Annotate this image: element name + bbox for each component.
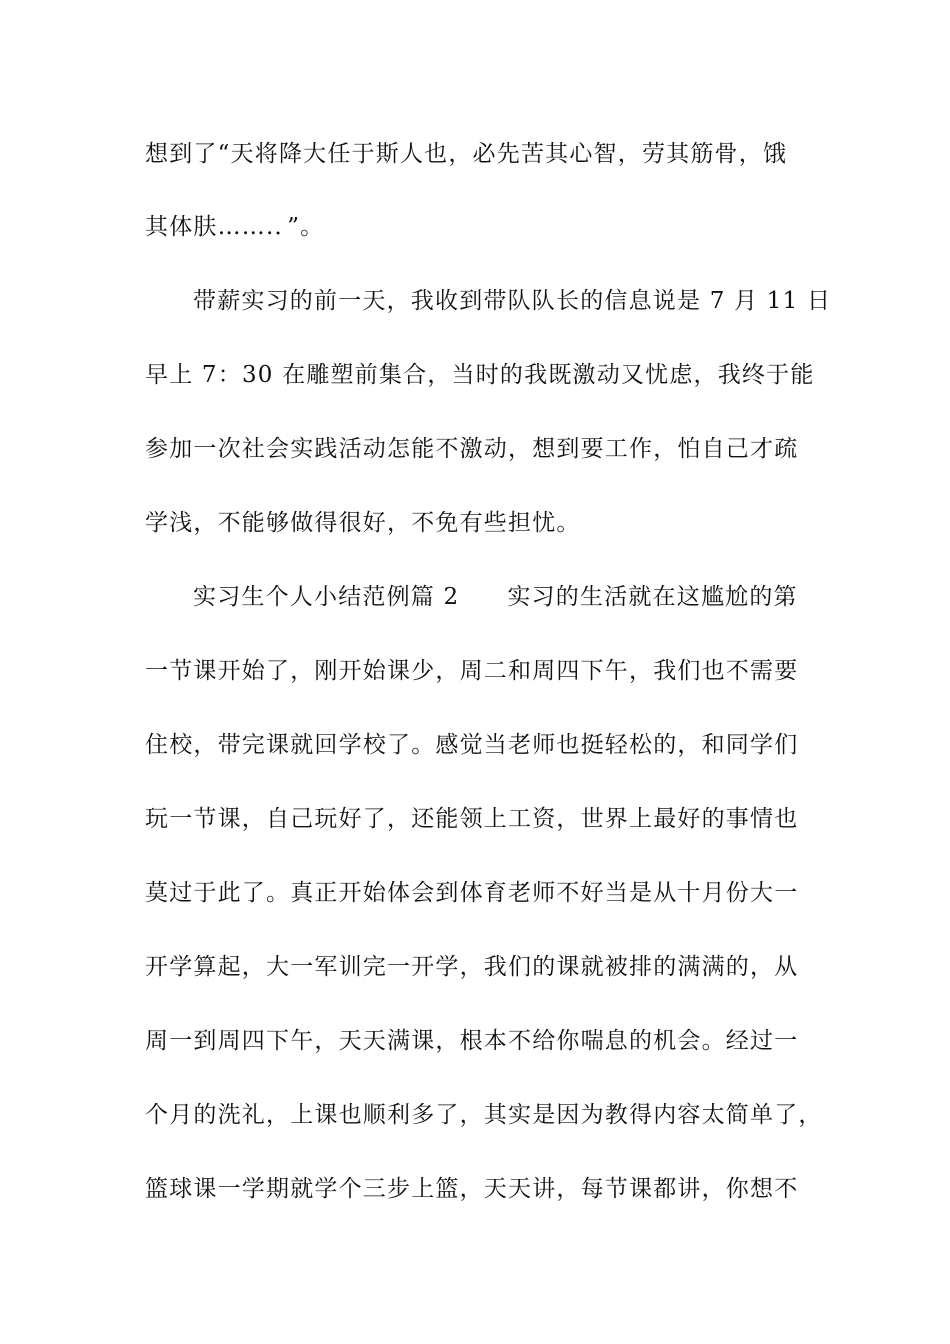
paragraph-line: 开学算起，大一军训完一开学，我们的课就被排的满满的，从	[145, 954, 799, 980]
section-continuation: 实习的生活就在这尴尬的第	[507, 584, 798, 610]
paragraph-line: 篮球课一学期就学个三步上篮，天天讲，每节课都讲，你想不	[145, 1176, 799, 1202]
paragraph-line: 学浅，不能够做得很好，不免有些担忧。	[145, 510, 581, 536]
paragraph-line: 住校，带完课就回学校了。感觉当老师也挺轻松的，和同学们	[145, 732, 799, 758]
paragraph-line: 一节课开始了，刚开始课少，周二和周四下午，我们也不需要	[145, 658, 799, 684]
paragraph-line: 周一到周四下午，天天满课，根本不给你喘息的机会。经过一	[145, 1028, 799, 1054]
paragraph-line: 参加一次社会实践活动怎能不激动，想到要工作，怕自己才疏	[145, 436, 799, 462]
section-title: 实习生个人小结范例篇 2	[193, 584, 460, 610]
paragraph-line: 早上 7：30 在雕塑前集合，当时的我既激动又忧虑，我终于能	[145, 362, 815, 388]
paragraph-line: 玩一节课，自己玩好了，还能领上工资，世界上最好的事情也	[145, 806, 799, 832]
section-heading-line	[193, 579, 815, 615]
paragraph-line: 莫过于此了。真正开始体会到体育老师不好当是从十月份大一	[145, 880, 799, 906]
paragraph-line: 想到了“天将降大任于斯人也，必先苦其心智，劳其筋骨，饿	[145, 141, 788, 167]
paragraph-line: 其体肤…….．”。	[145, 214, 325, 240]
paragraph-line: 个月的洗礼，上课也顺利多了，其实是因为教得内容太简单了，	[145, 1102, 823, 1128]
paragraph-line: 带薪实习的前一天，我收到带队队长的信息说是 7 月 11 日	[193, 288, 832, 314]
